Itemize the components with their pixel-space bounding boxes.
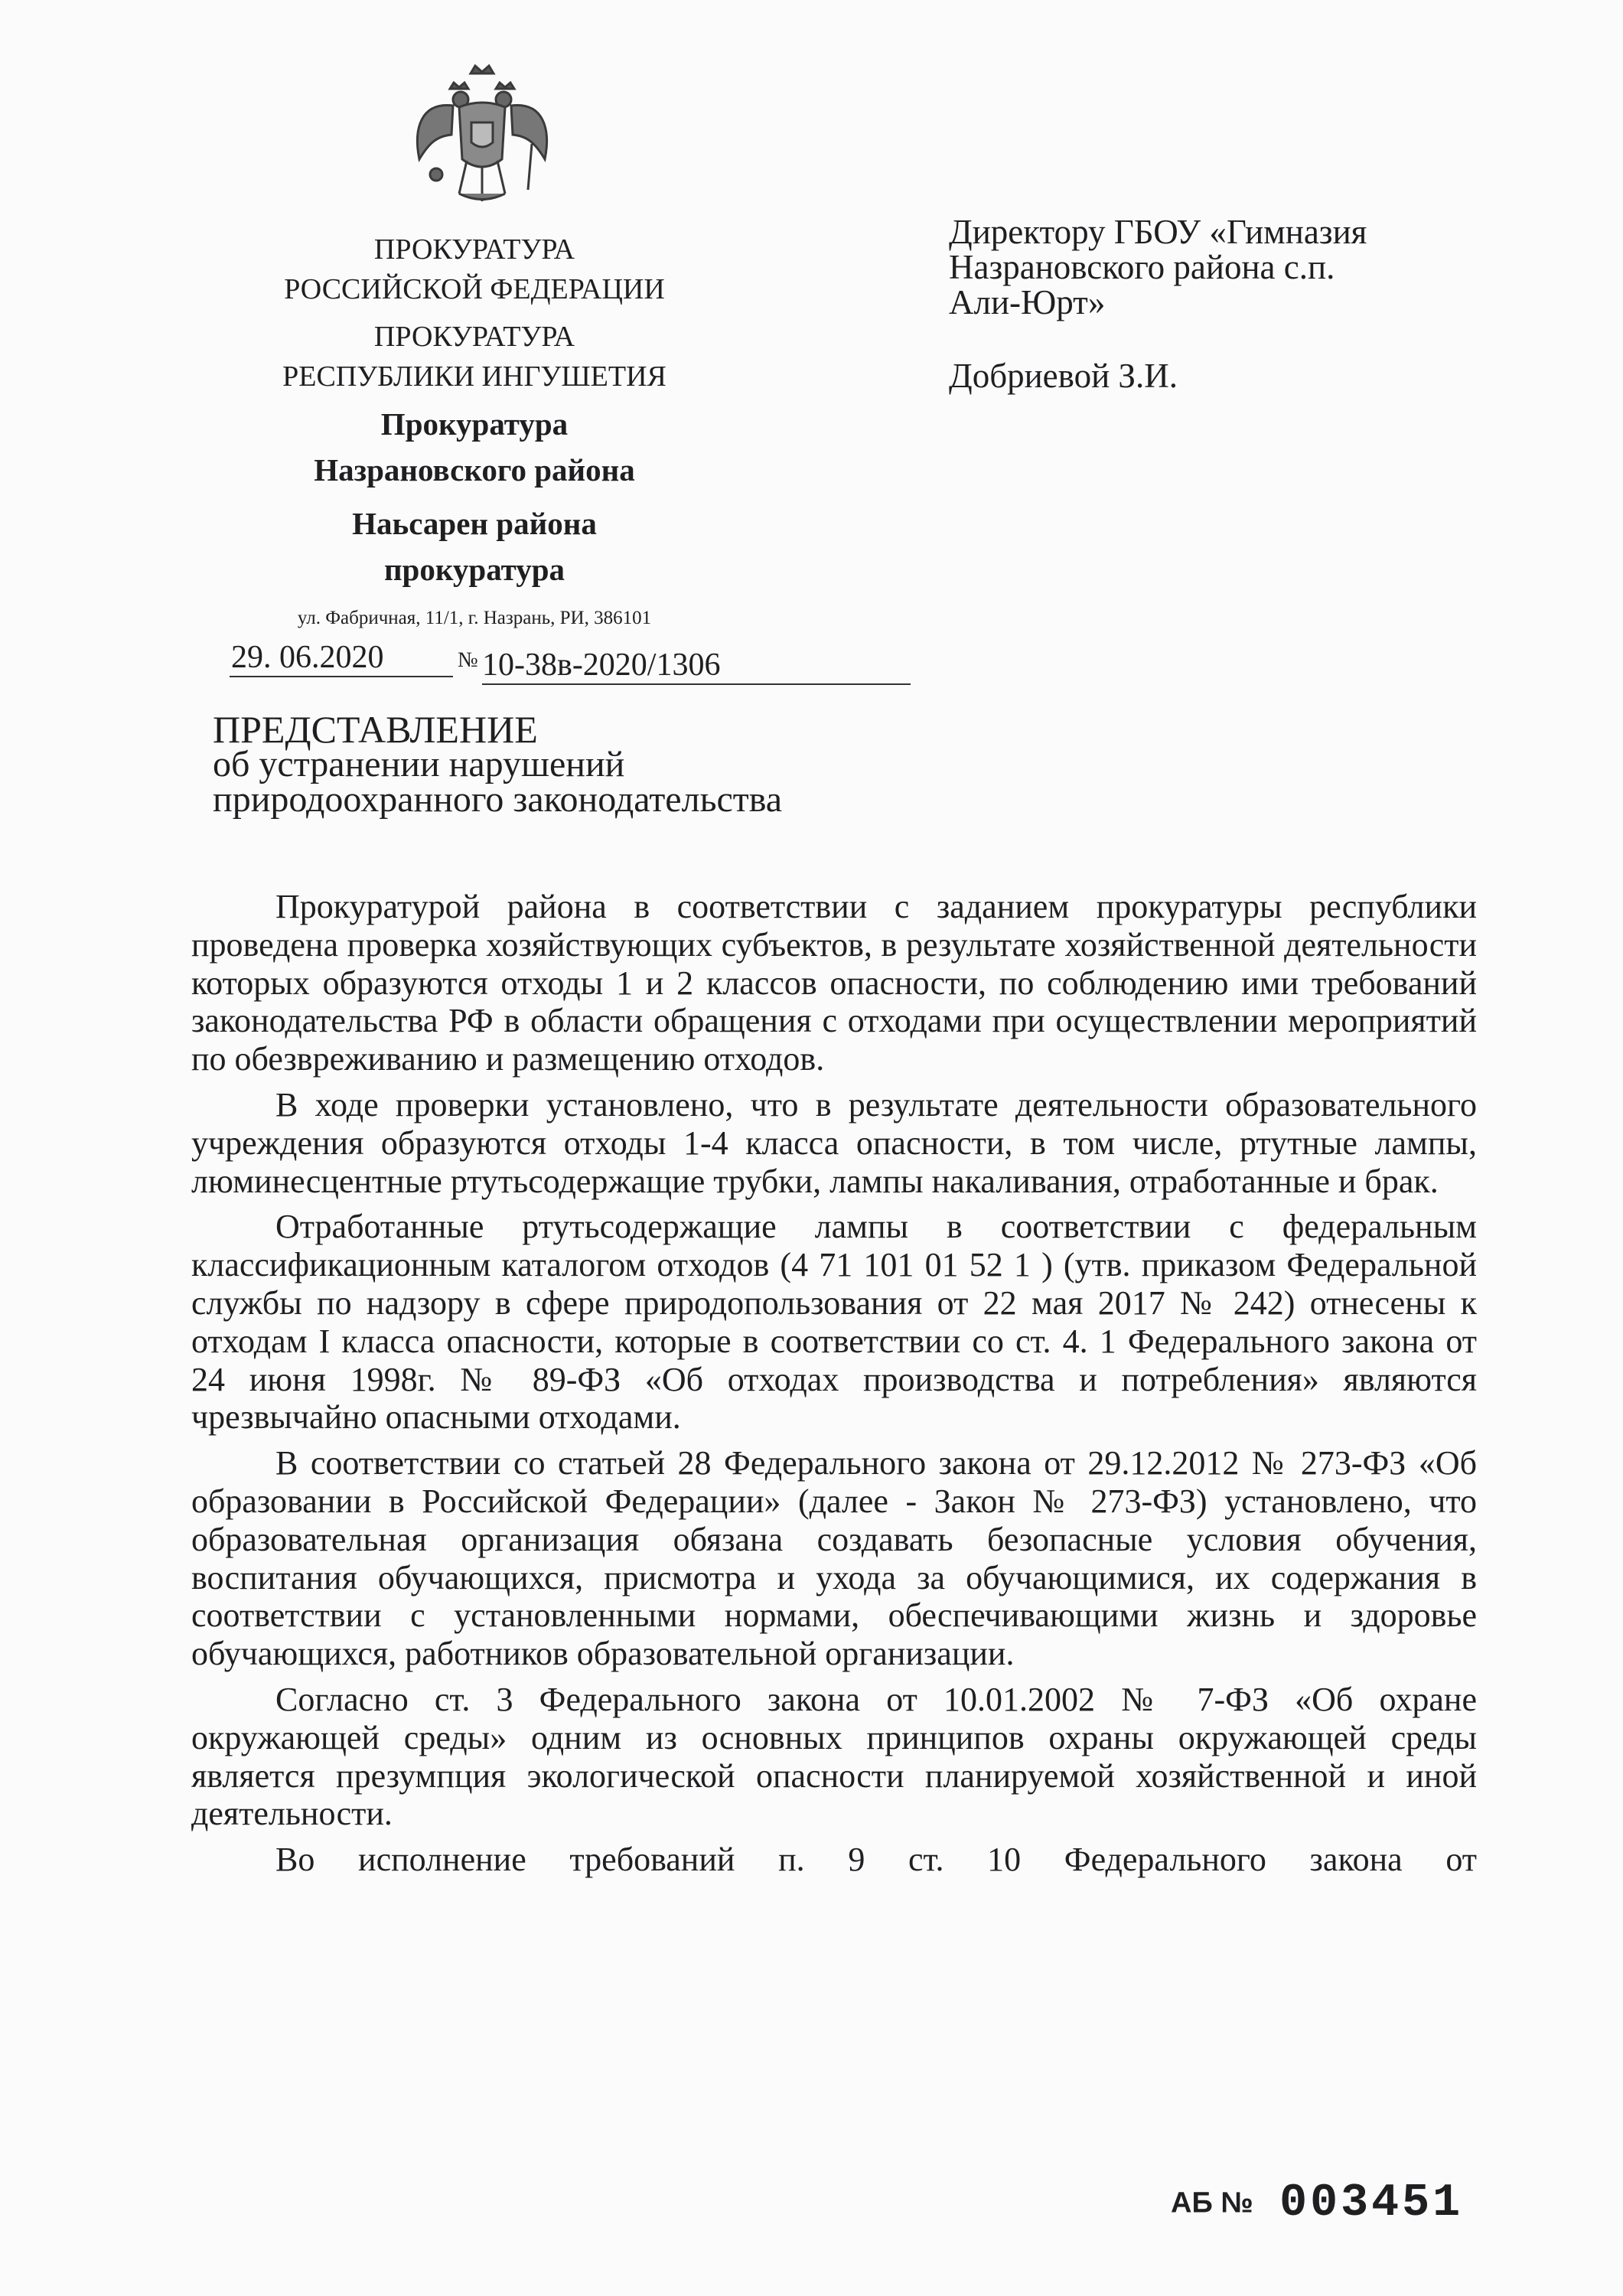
recipient-line: Директору ГБОУ «Гимназия <box>949 213 1367 251</box>
title-subtitle: об устранении нарушений <box>213 744 625 784</box>
registration-number: 10-38в-2020/1306 <box>482 647 911 685</box>
document-date: 29. 06.2020 <box>230 639 453 677</box>
form-serial-number <box>1171 2177 1463 2229</box>
body-paragraph: В соответствии со статьей 28 Федерального закона от 29.12.2012 № 273-ФЗ «Об образовании в Российской Федерации» (далее - Закон № 273-ФЗ) установлено, что образовательная организация обязана создавать безопасные условия обучения, воспитания обучающихся, присмотра и ухода за обучающимися, их содержания в соответствии с установленными нормами, обеспечивающими жизнь и здоровье обучающихся, работников образовательной организации. <box>191 1444 1477 1673</box>
issuer-line: ПРОКУРАТУРА <box>373 321 575 353</box>
issuer-bold-line: Наьсарен района <box>352 506 597 541</box>
serial-value: 003451 <box>1279 2177 1464 2229</box>
body-paragraph: Отработанные ртутьсодержащие лампы в соответствии с федеральным классификационным каталогом отходов (4 71 101 01 52 1 ) (утв. приказом Федеральной службы по надзору в сфере природопользования от 22 мая 2017 № 242) отнесены к отходам I класса опасности, которые в соответствии со ст. 4. 1 Федерального закона от 24 июня 1998г. № 89-ФЗ «Об отходах производства и потребления» являются чрезвычайно опасными отходами. <box>191 1208 1477 1437</box>
title-main: ПРЕДСТАВЛЕНИЕ <box>213 708 538 751</box>
serial-prefix: АБ № <box>1171 2187 1253 2219</box>
body-paragraph: Во исполнение требований п. 9 ст. 10 Федерального закона от <box>275 1841 1477 1879</box>
body-paragraph: В ходе проверки установлено, что в результате деятельности образовательного учреждения образуются отходы 1-4 класса опасности, в том числе, ртутные лампы, люминесцентные ртутьсодержащие трубки, лампы накаливания, отработанные и брак. <box>191 1085 1477 1200</box>
recipient-block <box>949 214 1530 393</box>
issuer-line: РОССИЙСКОЙ ФЕДЕРАЦИИ <box>284 273 665 305</box>
issuer-bold-line: прокуратура <box>383 552 565 587</box>
issuer-block <box>222 230 727 634</box>
coat-of-arms-icon <box>406 60 559 213</box>
issuer-bold-line: Прокуратура <box>380 406 569 442</box>
title-subtitle: природоохранного законодательства <box>213 779 783 820</box>
body-paragraph: Прокуратурой района в соответствии с заданием прокуратуры республики проведена проверка хозяйствующих субъектов, в результате хозяйственной деятельности которых образуются отходы 1 и 2 классов опасности, по соблюдению ими требований законодательства РФ в области обращения с отходами при осуществлении мероприятий по обезвреживанию и размещению отходов. <box>191 888 1477 1078</box>
recipient-line: Али-Юрт» <box>949 283 1106 321</box>
issuer-address: ул. Фабричная, 11/1, г. Назрань, РИ, 386101 <box>297 608 652 628</box>
recipient-line: Назрановского района с.п. <box>949 248 1335 286</box>
body-paragraph: Согласно ст. 3 Федерального закона от 10.01.2002 № 7-ФЗ «Об охране окружающей среды» одним из основных принципов охраны окружающей среды является презумпция экологической опасности планируемой хозяйственной и иной деятельности. <box>191 1680 1477 1833</box>
document-body <box>191 888 1477 1887</box>
issuer-line: РЕСПУБЛИКИ ИНГУШЕТИЯ <box>282 360 666 393</box>
issuer-line: ПРОКУРАТУРА <box>373 233 575 266</box>
issuer-bold-line: Назрановского района <box>314 452 635 488</box>
recipient-name: Добриевой З.И. <box>949 357 1178 395</box>
number-sign: № <box>458 648 478 672</box>
document-title <box>213 708 783 820</box>
